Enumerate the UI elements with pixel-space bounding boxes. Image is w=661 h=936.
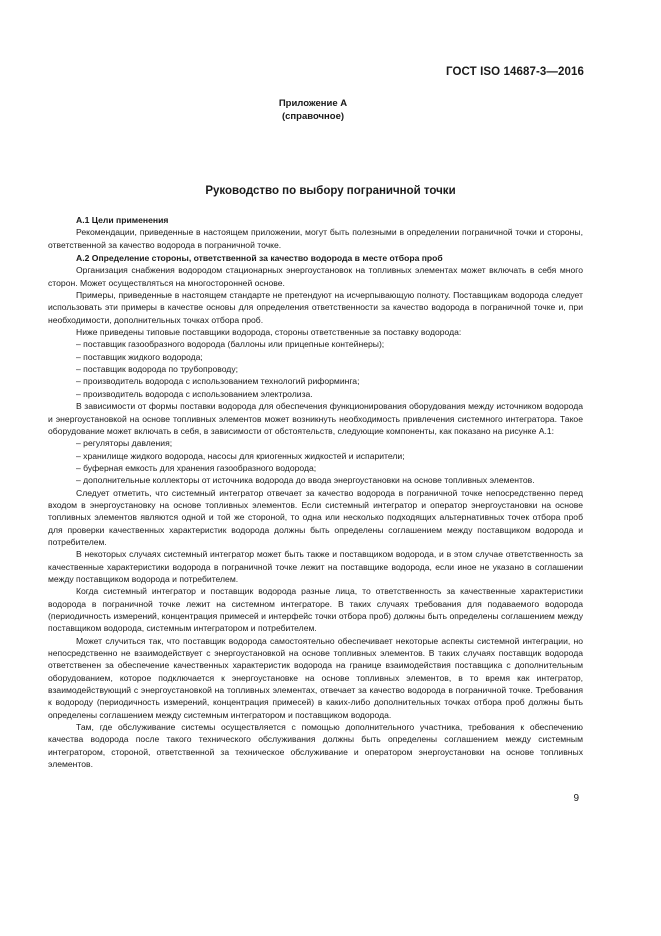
section-heading: А.2 Определение стороны, ответственной за качество водорода в месте отбора проб bbox=[76, 253, 443, 264]
page-number: 9 bbox=[573, 793, 579, 804]
list-item: – хранилище жидкого водорода, насосы для криогенных жидкостей и испарители; bbox=[76, 450, 405, 461]
annex-heading bbox=[0, 97, 626, 123]
paragraph: Ниже приведены типовые поставщики водорода, стороны ответственные за поставку водорода: bbox=[76, 327, 462, 338]
list-item: – поставщик газообразного водорода (баллоны или прицепные контейнеры); bbox=[76, 339, 385, 350]
annex-title: Приложение А bbox=[278, 98, 348, 109]
section-heading: А.1 Цели применения bbox=[76, 215, 169, 225]
standard-designation: ГОСТ ISO 14687-3—2016 bbox=[446, 66, 584, 78]
list-item: – поставщик водорода по трубопроводу; bbox=[76, 364, 239, 375]
list-item: – поставщик жидкого водорода; bbox=[76, 351, 203, 362]
paragraph: Примеры, приведенные в настоящем стандарте не претендуют на исчерпывающую полноту. Поставщикам водорода следует использовать эти примеры в качестве основы для определения ответственности за качество водорода в пограничной точке и, при необходимости, дополнительных точках отбора проб. bbox=[48, 290, 583, 325]
list-item: – дополнительные коллекторы от источника водорода до ввода энергоустановки на основе топливных элементов. bbox=[76, 475, 535, 486]
paragraph: Рекомендации, приведенные в настоящем приложении, могут быть полезными в определении пограничной точки и стороны, ответственной за качество водорода в пограничной точке. bbox=[48, 227, 583, 250]
list-item: – производитель водорода с использованием электролиза. bbox=[76, 388, 313, 399]
annex-note: (справочное) bbox=[281, 111, 345, 122]
paragraph: Может случиться так, что поставщик водорода самостоятельно обеспечивает некоторые аспекты системной интеграции, но непосредственно не взаимодействует с энергоустановкой на основе топливных элементов. В таких случаях поставщик водорода ответственен за обеспечение качественных характеристик водорода на границе взаимодействия поставщика с дополнительным оборудованием, которое подключается к энергоустановке на основе топливных элементов, в то время как интегратор, взаимодействующий с энергоустановкой на топливных элементах, отвечает за качество водорода в пограничной точке. Требования к водороду (периодичность измерений, концентрация примесей) в каких-либо дополнительных точках отбора проб должны быть определены соглашением между системным интегратором и поставщиком водорода. bbox=[48, 635, 583, 720]
paragraph: Организация снабжения водородом стационарных энергоустановок на топливных элементах может включать в себя много сторон. Может осуществляться на многосторонней основе. bbox=[48, 265, 583, 288]
paragraph: Там, где обслуживание системы осуществляется с помощью дополнительного участника, требования к обеспечению качества водорода после такого технического обслуживания должны быть определены соглашением между системным интегратором, стороной, ответственной за техническое обслуживание и оператором энергоустановки на основе топливных элементов. bbox=[48, 722, 583, 770]
paragraph: В некоторых случаях системный интегратор может быть также и поставщиком водорода, и в этом случае ответственность за качественные характеристики водорода в пограничной точке лежит на поставщике водорода, если иное не указано в соглашении между поставщиком водорода и потребителем. bbox=[48, 549, 583, 584]
paragraph: В зависимости от формы поставки водорода для обеспечения функционирования оборудования между источником водорода и энергоустановкой на основе топливных элементов может возникнуть необходимость привлечения системного интегратора. Такое оборудование может включать в себя, в зависимости от обстоятельств, следующие компоненты, как показано на рисунке А.1: bbox=[48, 401, 583, 436]
list-item: – буферная емкость для хранения газообразного водорода; bbox=[76, 462, 317, 473]
list-item: – регуляторы давления; bbox=[76, 438, 173, 449]
paragraph: Следует отметить, что системный интегратор отвечает за качество водорода в пограничной точке непосредственно перед входом в энергоустановку на основе топливных элементов. Если системный интегратор и оператор энергоустановки на основе топливных элементов являются одной и той же стороной, то одна или несколько подходящих альтернативных точек отбора проб для проверки качественных характеристик водорода должны быть определены соглашением между поставщиком водорода и потребителем. bbox=[48, 487, 583, 547]
page-title: Руководство по выбору пограничной точки bbox=[205, 185, 456, 197]
paragraph: Когда системный интегратор и поставщик водорода разные лица, то ответственность за качественные характеристики водорода в пограничной точке лежит на системном интеграторе. В таких случаях требования для подаваемого водорода (периодичность измерений, концентрация примесей и интерфейс точки отбора проб) должны быть определены соглашением между поставщиком водорода, системным интегратором и потребителем. bbox=[48, 586, 583, 634]
document-body bbox=[48, 213, 583, 770]
list-item: – производитель водорода с использованием технологий риформинга; bbox=[76, 376, 360, 387]
